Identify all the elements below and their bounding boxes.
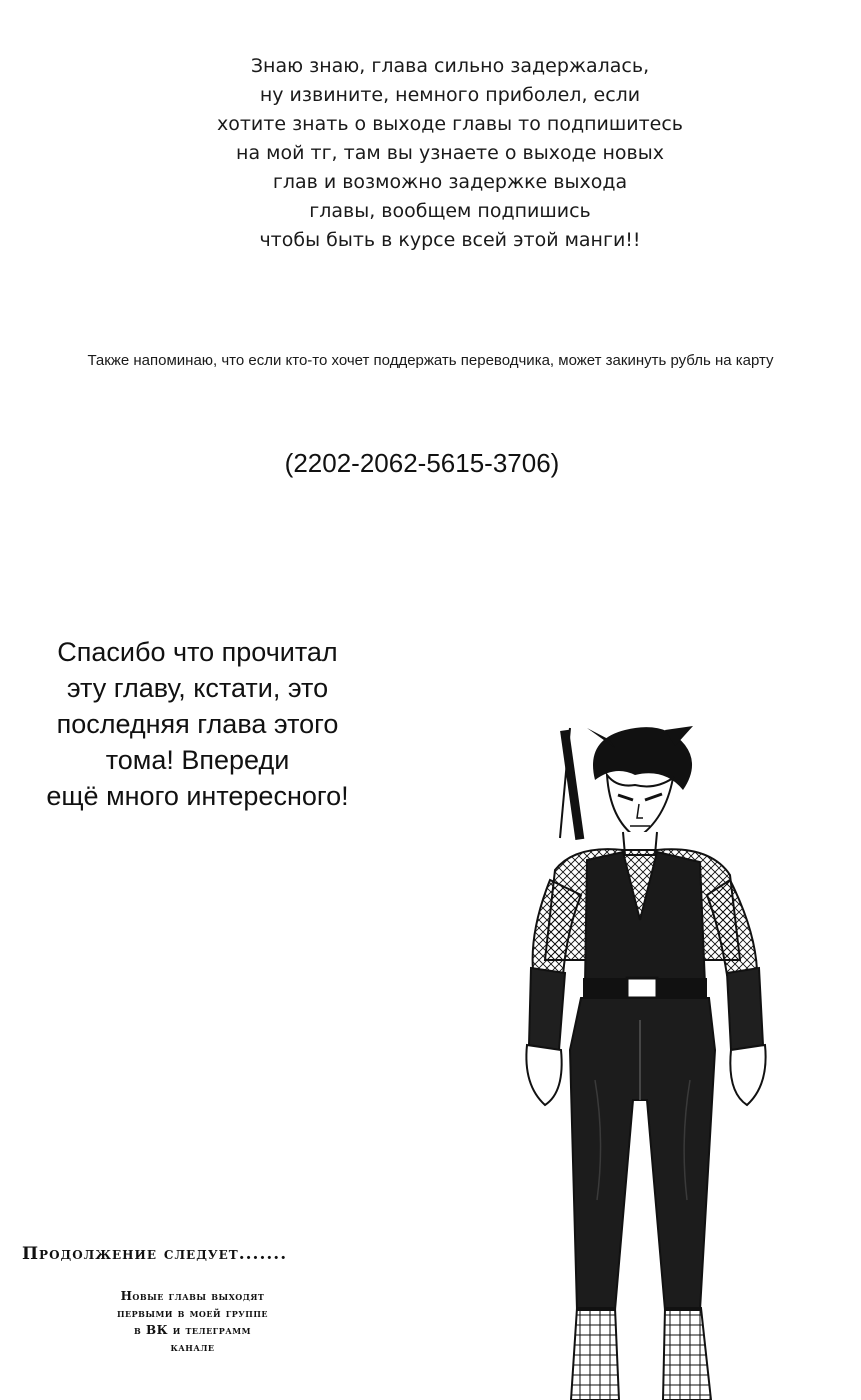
notice-line: канале — [170, 1340, 215, 1354]
sword-icon — [560, 728, 584, 840]
note-line: чтобы быть в курсе всей этой манги!! — [259, 229, 641, 251]
thanks-line: эту главу, кстати, это — [66, 673, 329, 703]
thanks-message — [20, 634, 375, 814]
notice-line: Новые главы выходят — [120, 1289, 265, 1303]
thanks-line: последняя глава этого — [56, 709, 339, 739]
notice-line: первыми в моей группе — [117, 1306, 268, 1320]
notice-line: в ВК и телеграмм — [134, 1323, 251, 1337]
note-line: глав и возможно задержке выхода — [272, 171, 628, 193]
character-illustration — [515, 720, 815, 1400]
support-reminder: Также напоминаю, что если кто-то хочет поддержать переводчика, может закинуть рубль на карту — [87, 352, 774, 369]
thanks-line: тома! Впереди — [105, 745, 290, 775]
translator-note — [150, 52, 750, 255]
note-line: хотите знать о выходе главы то подпишитесь — [217, 113, 683, 135]
thanks-line: ещё много интересного! — [46, 781, 349, 811]
to-be-continued-heading: Продолжение следует....... — [22, 1244, 288, 1264]
character-drawing — [515, 720, 815, 1400]
card-number: (2202-2062-5615-3706) — [284, 448, 560, 478]
thanks-line: Спасибо что прочитал — [57, 637, 338, 667]
note-line: на мой тг, там вы узнаете о выходе новых — [236, 142, 664, 164]
note-line: главы, вообщем подпишись — [309, 200, 591, 222]
note-line: ну извините, немного приболел, если — [259, 84, 641, 106]
new-chapters-notice — [60, 1288, 325, 1356]
note-line: Знаю знаю, глава сильно задержалась, — [250, 55, 650, 77]
